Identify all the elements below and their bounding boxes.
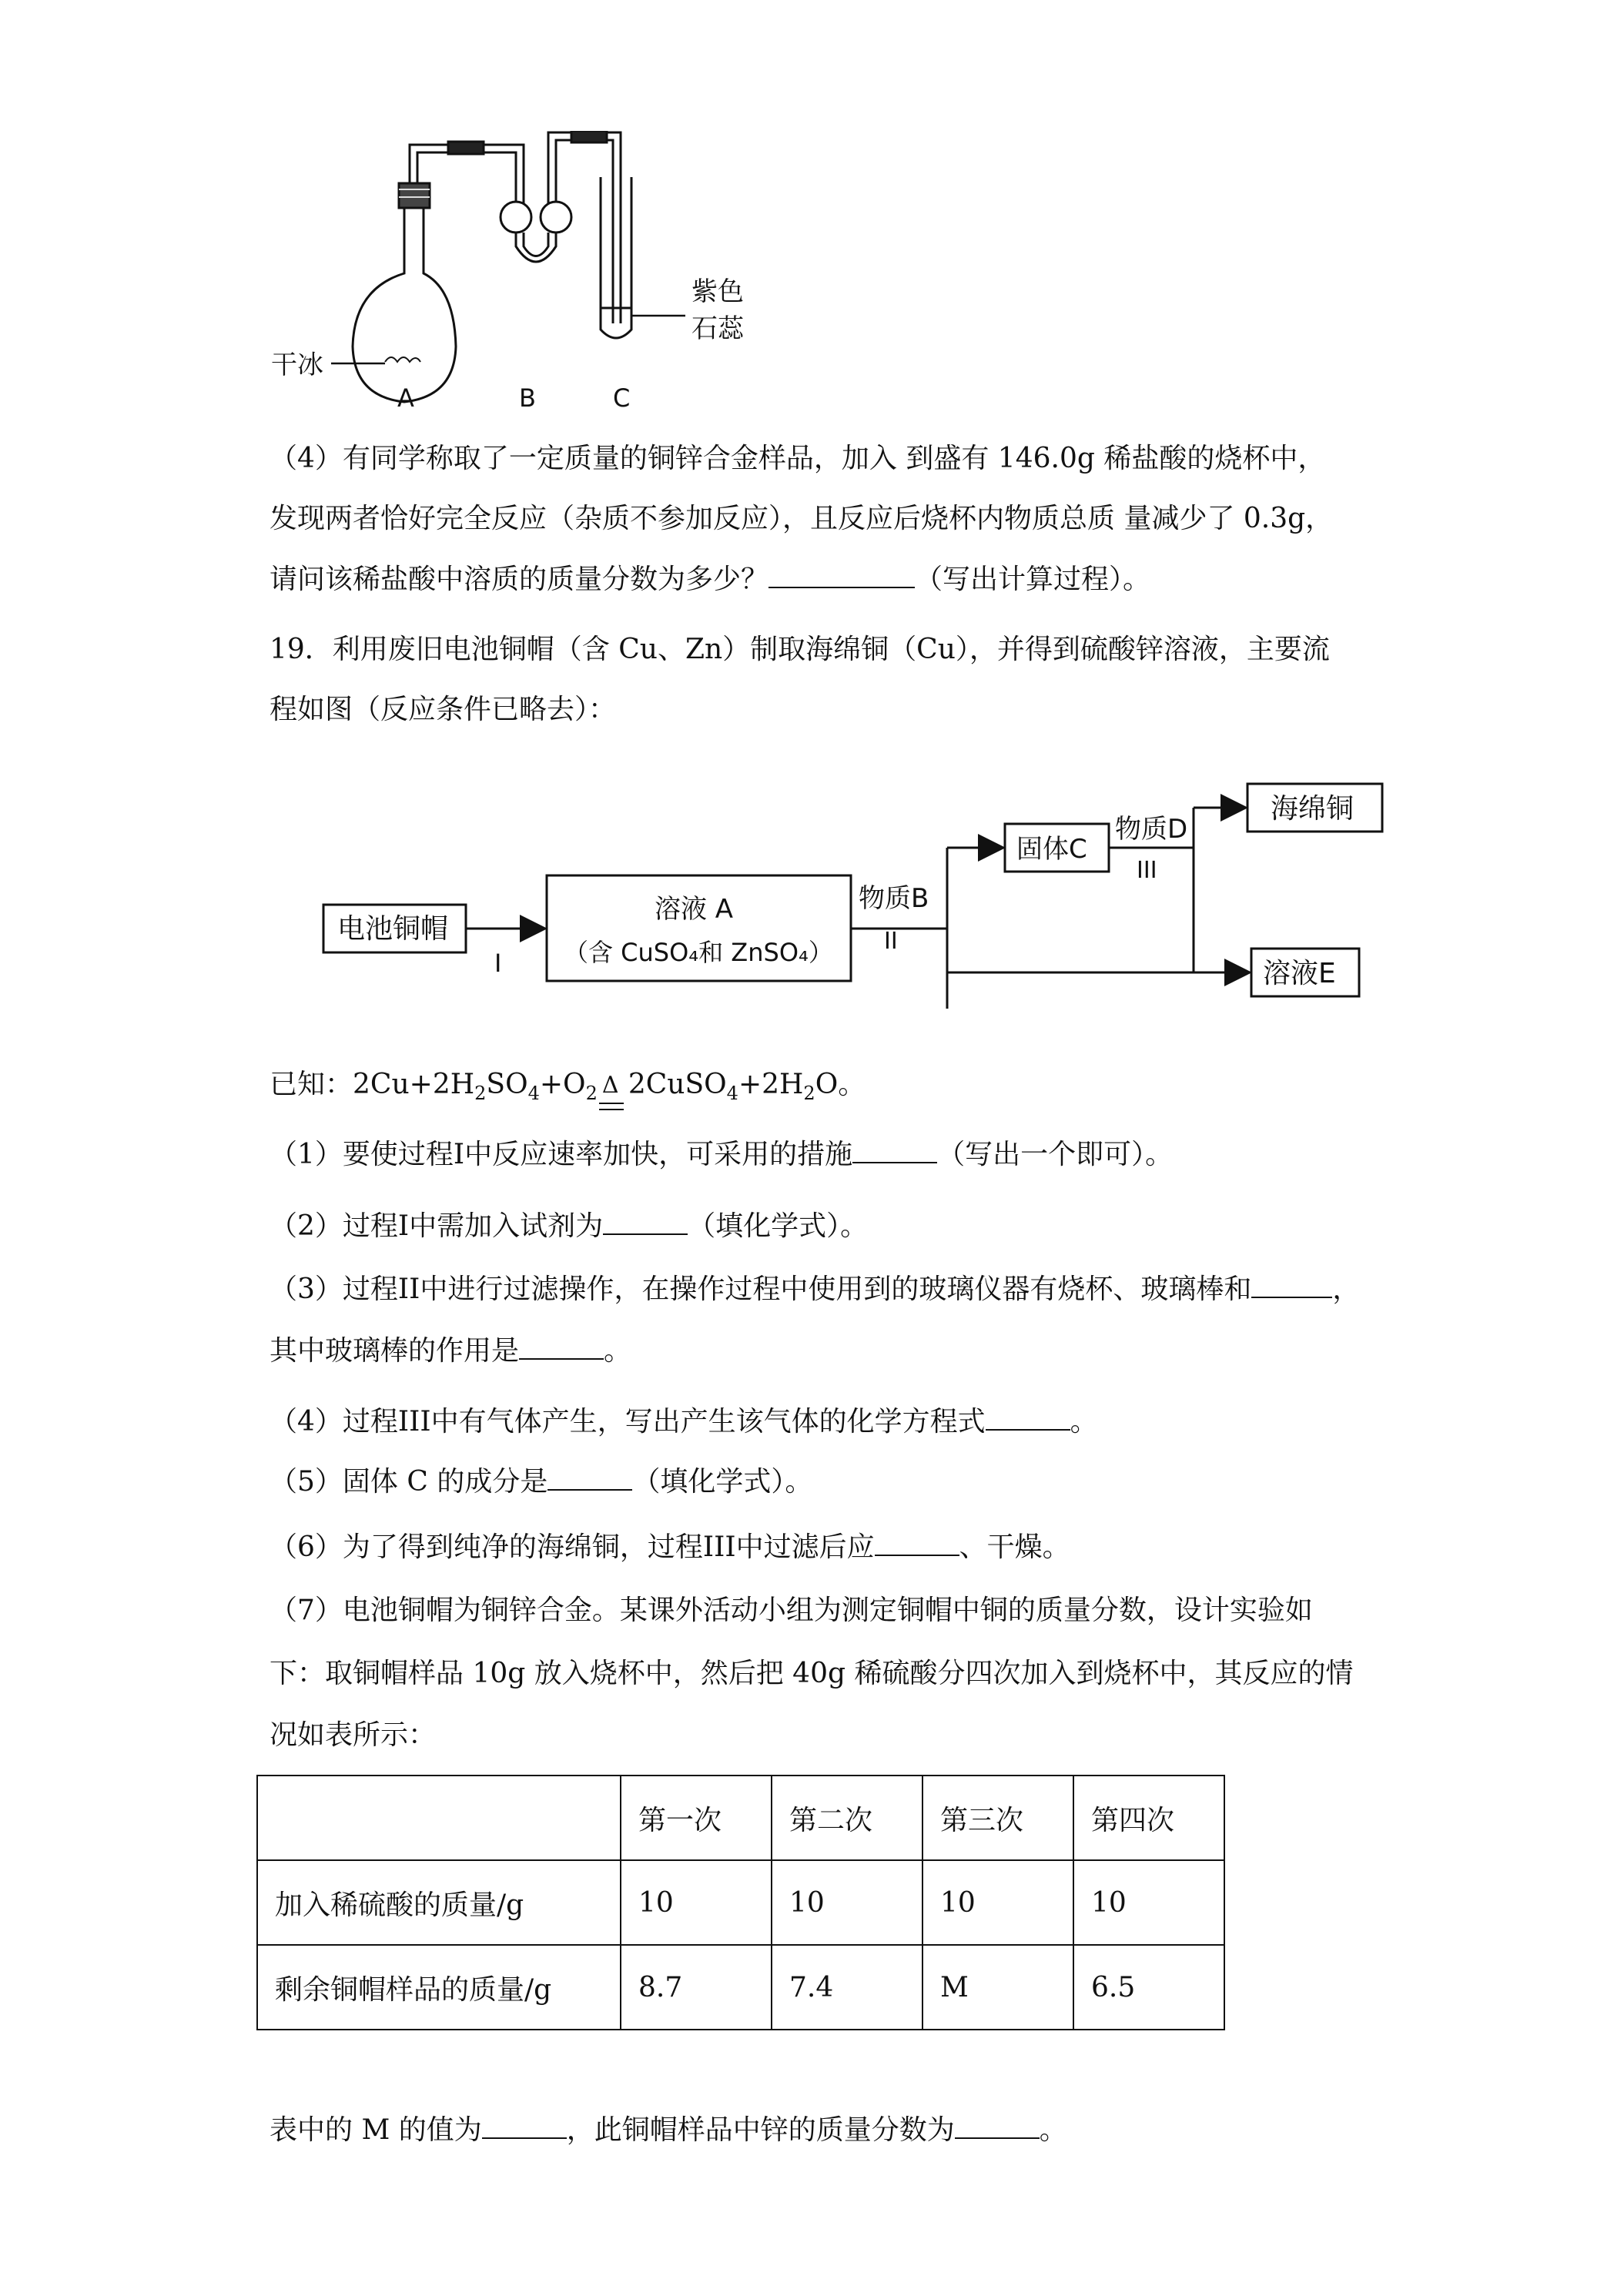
known-equation xyxy=(270,1066,866,1112)
sub-4a: 4 xyxy=(527,1083,540,1105)
flow-step2: II xyxy=(884,928,898,955)
flow-step3: III xyxy=(1137,857,1157,884)
flow-sub-b: 物质B xyxy=(859,883,929,914)
prev-q4-line2: 发现两者恰好完全反应（杂质不参加反应），且反应后烧杯内物质总质 量减少了 0.3g， xyxy=(270,503,1334,534)
zinc-fraction-blank[interactable] xyxy=(955,2111,1040,2139)
q1-text: （1）要使过程I中反应速率加快，可采用的措施 xyxy=(270,1139,853,1170)
flow-step1: I xyxy=(494,949,502,978)
q7-line3: 况如表所示： xyxy=(270,1719,437,1751)
q2-text: （2）过程I中需加入试剂为 xyxy=(270,1210,604,1242)
table-cell: 加入稀硫酸的质量/g xyxy=(257,1860,621,1945)
q2-blank[interactable] xyxy=(603,1207,688,1235)
q6 xyxy=(270,1528,1070,1566)
table-row xyxy=(257,1945,1224,2030)
q3-line2 xyxy=(270,1332,631,1370)
table-cell: 10 xyxy=(1073,1860,1224,1945)
table-header-cell: 第二次 xyxy=(772,1776,922,1860)
q3-blank-1[interactable] xyxy=(1251,1270,1332,1298)
eq-right-3: O。 xyxy=(815,1069,866,1100)
prev-q4-line3 xyxy=(270,561,1150,598)
eq-left-3: +O xyxy=(539,1069,586,1100)
table-cell: 7.4 xyxy=(772,1945,922,2030)
heat-symbol: Δ xyxy=(601,1072,619,1099)
label-b: B xyxy=(519,383,536,413)
q3-text: （3）过程II中进行过滤操作，在操作过程中使用到的玻璃仪器有烧杯、玻璃棒和 xyxy=(270,1274,1252,1305)
q6-text: （6）为了得到纯净的海绵铜，过程III中过滤后应 xyxy=(270,1531,875,1563)
q6-tail: 、干燥。 xyxy=(959,1531,1070,1563)
label-a: A xyxy=(397,383,414,413)
table-cell: M xyxy=(922,1945,1073,2030)
sub-2b: 2 xyxy=(585,1083,598,1105)
flow-diagram xyxy=(316,778,1394,1032)
table-cell: 8.7 xyxy=(621,1945,772,2030)
q19-line1: 19．利用废旧电池铜帽（含 Cu、Zn）制取海绵铜（Cu），并得到硫酸锌溶液，主要流 xyxy=(270,634,1330,665)
q5-blank[interactable] xyxy=(547,1463,632,1491)
q5 xyxy=(270,1463,812,1501)
table-cell: 10 xyxy=(621,1860,772,1945)
table-cell: 10 xyxy=(772,1860,922,1945)
q19-line2: 程如图（反应条件已略去）： xyxy=(270,694,617,725)
q4 xyxy=(270,1403,1098,1441)
prev-q4-tail: （写出计算过程）。 xyxy=(915,564,1151,595)
flow-box-cap: 电池铜帽 xyxy=(337,913,449,945)
results-table xyxy=(256,1775,1225,2030)
q7-line1: （7）电池铜帽为铜锌合金。某课外活动小组为测定铜帽中铜的质量分数，设计实验如 xyxy=(270,1595,1313,1626)
prev-q4-text: 请问该稀盐酸中溶质的质量分数为多少？ xyxy=(270,564,769,595)
sub-2c: 2 xyxy=(803,1083,815,1105)
eq-right-1: 2CuSO xyxy=(628,1069,727,1100)
table-row xyxy=(257,1860,1224,1945)
q3-tail: 。 xyxy=(604,1335,632,1367)
flow-sub-d: 物质D xyxy=(1115,814,1188,845)
q1-tail: （写出一个即可）。 xyxy=(937,1139,1174,1170)
label-dry-ice: 干冰 xyxy=(271,350,323,380)
final-text-1: 表中的 M 的值为 xyxy=(270,2114,482,2146)
final-text-2: ，此铜帽样品中锌的质量分数为 xyxy=(566,2114,955,2146)
table-header-cell: 第一次 xyxy=(621,1776,772,1860)
table-header-cell: 第四次 xyxy=(1073,1776,1224,1860)
answer-blank[interactable] xyxy=(768,561,915,588)
q2 xyxy=(270,1207,868,1245)
m-value-blank[interactable] xyxy=(482,2111,567,2139)
table-cell: 6.5 xyxy=(1073,1945,1224,2030)
q2-tail: （填化学式）。 xyxy=(688,1210,869,1242)
q6-blank[interactable] xyxy=(875,1528,959,1556)
q5-text: （5）固体 C 的成分是 xyxy=(270,1466,548,1498)
flow-box-e: 溶液E xyxy=(1263,958,1336,989)
sub-4b: 4 xyxy=(726,1083,738,1105)
q5-tail: （填化学式）。 xyxy=(632,1466,813,1498)
prev-q4-line1: （4）有同学称取了一定质量的铜锌合金样品，加入 到盛有 146.0g 稀盐酸的烧杯中， xyxy=(270,443,1326,474)
final-text-3: 。 xyxy=(1039,2114,1067,2146)
q3-blank-2[interactable] xyxy=(519,1332,604,1360)
sub-2a: 2 xyxy=(474,1083,487,1105)
known-prefix: 已知： xyxy=(270,1069,353,1100)
label-litmus: 石蕊 xyxy=(691,313,744,344)
q4-blank[interactable] xyxy=(986,1403,1070,1431)
table-cell: 10 xyxy=(922,1860,1073,1945)
eq-left-2: SO xyxy=(486,1069,528,1100)
label-c: C xyxy=(613,383,631,413)
flow-box-a-line2: （含 CuSO₄和 ZnSO₄） xyxy=(564,938,833,967)
q7-line2: 下：取铜帽样品 10g 放入烧杯中，然后把 40g 稀硫酸分四次加入到烧杯中，其反应的情 xyxy=(270,1658,1354,1689)
label-purple: 紫色 xyxy=(691,276,744,307)
q1 xyxy=(270,1136,1173,1173)
q4-tail: 。 xyxy=(1070,1406,1098,1438)
eq-right-2: +2H xyxy=(738,1069,804,1100)
table-cell: 剩余铜帽样品的质量/g xyxy=(257,1945,621,2030)
q3-text-2: 其中玻璃棒的作用是 xyxy=(270,1335,520,1367)
final-question xyxy=(270,2111,1067,2149)
flow-box-sponge: 海绵铜 xyxy=(1271,793,1354,825)
apparatus-diagram xyxy=(270,131,770,416)
q3-comma: ， xyxy=(1332,1274,1361,1305)
eq-left-1: 2Cu+2H xyxy=(353,1069,475,1100)
table-header-row xyxy=(257,1776,1224,1860)
q3-line1 xyxy=(270,1270,1360,1308)
q1-blank[interactable] xyxy=(852,1136,937,1163)
q4-text: （4）过程III中有气体产生，写出产生该气体的化学方程式 xyxy=(270,1406,986,1438)
table-header-cell: 第三次 xyxy=(922,1776,1073,1860)
table-header-cell xyxy=(257,1776,621,1860)
flow-box-c: 固体C xyxy=(1016,834,1087,865)
flow-box-a-line1: 溶液 A xyxy=(655,894,734,925)
